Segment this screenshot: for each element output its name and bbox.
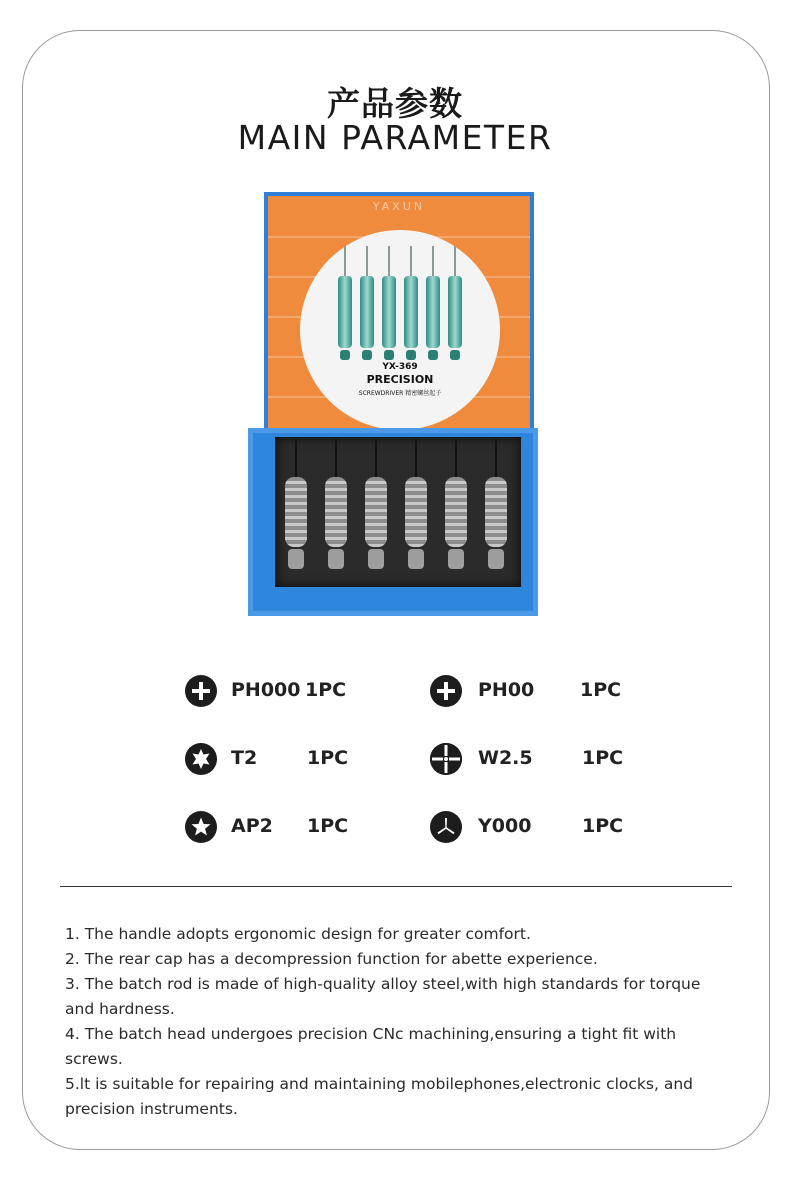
tri-wing-icon <box>430 811 462 843</box>
spec-qty: 1PC <box>582 747 624 769</box>
spec-qty: 1PC <box>307 815 349 837</box>
spec-item <box>430 674 650 708</box>
note-item: 5.lt is suitable for repairing and maintaining mobilephones,electronic clocks, and precision instruments. <box>65 1075 693 1118</box>
product-name: PRECISION <box>366 373 434 386</box>
note-item: 3. The batch rod is made of high-quality alloy steel,with high standards for torque and hardness. <box>65 975 701 1018</box>
spec-item <box>185 674 405 708</box>
spec-name: Y000 <box>478 815 532 837</box>
spec-qty: 1PC <box>305 679 347 701</box>
note-item: 2. The rear cap has a decompression function for abette experience. <box>65 950 598 968</box>
spec-item <box>185 742 405 776</box>
star-icon <box>185 811 217 843</box>
product-model: YX-369 <box>382 362 418 372</box>
feature-notes <box>65 922 725 1122</box>
phillips-icon <box>430 675 462 707</box>
spec-name: PH000 <box>231 679 301 701</box>
box-tray <box>248 428 538 616</box>
note-item: 1. The handle adopts ergonomic design for greater comfort. <box>65 925 531 943</box>
phillips-icon <box>185 675 217 707</box>
page-title-cn: 产品参数 <box>327 84 463 123</box>
product-subtitle: SCREWDRIVER 精密螺丝起子 <box>358 390 442 397</box>
brand-text: YAXUN <box>372 200 426 213</box>
crosshair-icon <box>430 743 462 775</box>
spec-name: PH00 <box>478 679 535 701</box>
spec-item <box>430 810 650 844</box>
spec-item <box>185 810 405 844</box>
spec-name: W2.5 <box>478 747 533 769</box>
spec-qty: 1PC <box>582 815 624 837</box>
spec-item <box>430 742 650 776</box>
spec-name: AP2 <box>231 815 273 837</box>
page-title-en: MAIN PARAMETER <box>237 118 553 157</box>
spec-name: T2 <box>231 747 258 769</box>
box-lid <box>264 192 534 430</box>
spec-qty: 1PC <box>307 747 349 769</box>
section-divider <box>60 886 732 887</box>
torx-icon <box>185 743 217 775</box>
foam-insert <box>275 437 521 587</box>
product-label-circle <box>300 230 500 430</box>
product-image <box>248 192 548 617</box>
note-item: 4. The batch head undergoes precision CNc machining,ensuring a tight fit with screws. <box>65 1025 677 1068</box>
spec-qty: 1PC <box>580 679 622 701</box>
